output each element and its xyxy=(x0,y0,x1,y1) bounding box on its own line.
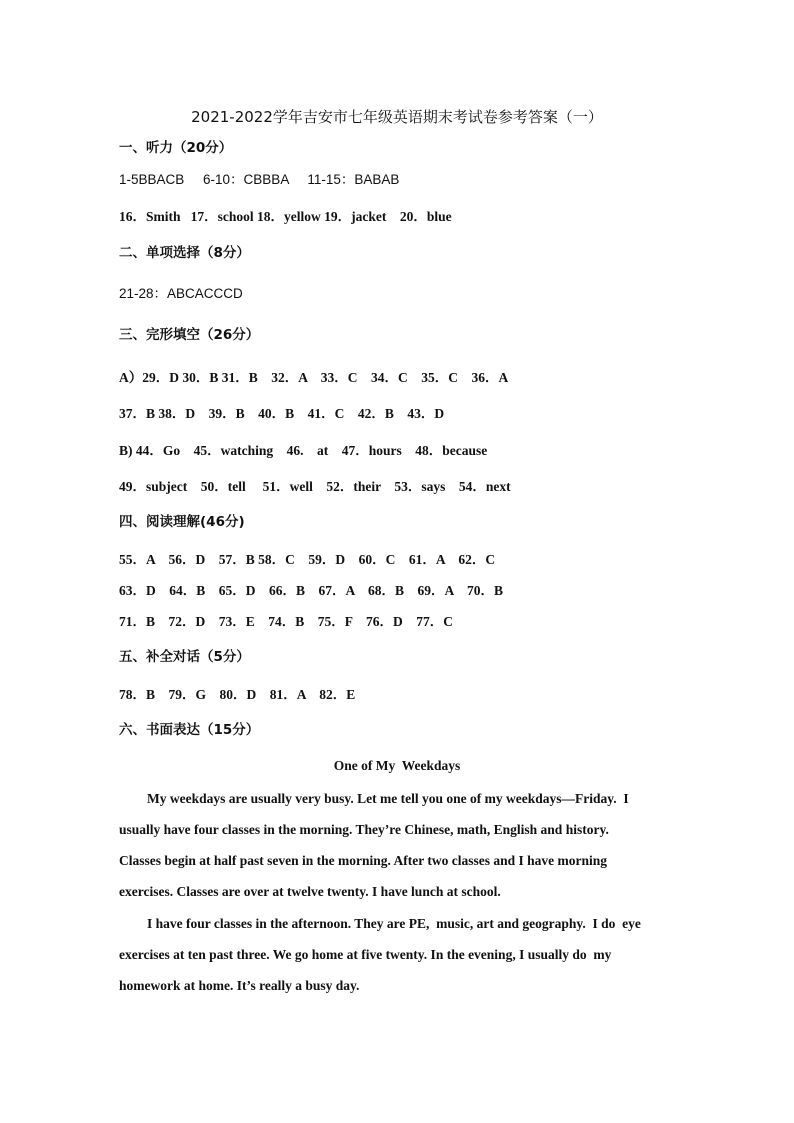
answer-line-cloze-4: 49．subject 50．tell 51．well 52．their 53．says 54．next xyxy=(119,479,511,494)
section-heading-cloze: 三、完形填空（26分） xyxy=(119,327,260,343)
section-heading-listening: 一、听力（20分） xyxy=(119,140,233,156)
answer-line-single-choice-1: 21-28：ABCACCCD xyxy=(119,286,243,301)
section-heading-writing: 六、书面表达（15分） xyxy=(119,722,260,738)
answer-line-dialogue-1: 78．B 79．G 80．D 81．A 82．E xyxy=(119,687,356,702)
essay-paragraph-1-line-1: My weekdays are usually very busy. Let me tell you one of my weekdays—Friday. I xyxy=(147,791,629,806)
essay-paragraph-2-line-3: homework at home. It’s really a busy day. xyxy=(119,978,360,993)
essay-paragraph-2-line-2: exercises at ten past three. We go home at five twenty. In the evening, I usually do my xyxy=(119,947,612,962)
essay-paragraph-2-line-1: I have four classes in the afternoon. They are PE, music, art and geography. I do eye xyxy=(147,916,641,931)
section-heading-single-choice: 二、单项选择（8分） xyxy=(119,245,250,261)
essay-title: One of My Weekdays xyxy=(333,758,461,773)
answer-line-reading-1: 55．A 56．D 57．B 58．C 59．D 60．C 61．A 62．C xyxy=(119,552,496,567)
section-heading-dialogue: 五、补全对话（5分） xyxy=(119,649,250,665)
answer-line-listening-1: 1-5BBACB 6-10：CBBBA 11-15：BABAB xyxy=(119,172,400,187)
page-title: 2021-2022学年吉安市七年级英语期末考试卷参考答案（一） xyxy=(191,108,603,126)
answer-line-reading-2: 63．D 64．B 65．D 66．B 67．A 68．B 69．A 70．B xyxy=(119,583,504,598)
answer-line-reading-3: 71．B 72．D 73．E 74．B 75．F 76．D 77．C xyxy=(119,614,454,629)
essay-paragraph-1-line-4: exercises. Classes are over at twelve twenty. I have lunch at school. xyxy=(119,884,501,899)
answer-line-listening-2: 16．Smith 17．school 18．yellow 19．jacket 20．blue xyxy=(119,209,452,224)
essay-paragraph-1-line-2: usually have four classes in the morning. They’re Chinese, math, English and history. xyxy=(119,822,609,837)
answer-line-cloze-1: A）29．D 30．B 31．B 32．A 33．C 34．C 35．C 36．A xyxy=(119,370,509,385)
answer-line-cloze-3: B) 44．Go 45．watching 46. at 47．hours 48．because xyxy=(119,443,488,458)
section-heading-reading: 四、阅读理解(46分) xyxy=(119,514,245,530)
essay-paragraph-1-line-3: Classes begin at half past seven in the morning. After two classes and I have morning xyxy=(119,853,608,868)
answer-line-cloze-2: 37．B 38．D 39．B 40．B 41．C 42．B 43．D xyxy=(119,406,445,421)
